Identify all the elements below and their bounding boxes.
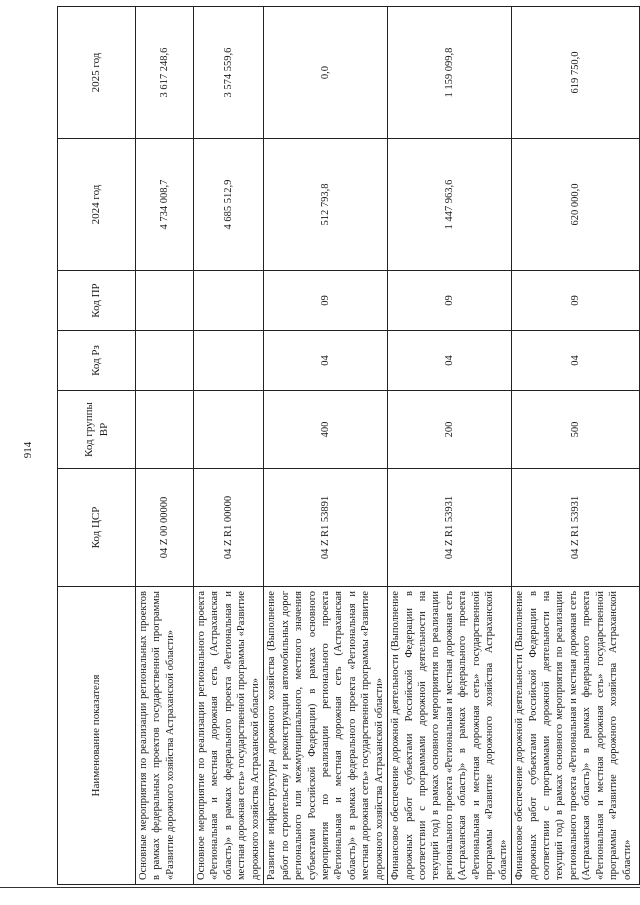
row-csr: 04 Z 00 00000 <box>136 469 194 587</box>
table-row <box>194 7 264 885</box>
header-2024: 2024 год <box>58 139 136 271</box>
table-row <box>264 7 388 885</box>
row-2025: 3 617 248,6 <box>136 7 194 139</box>
row-name: Финансовое обеспечение дорожной деятельности (Выполнение дорожных работ субъектами Российской Федерации в соответствии с программами дорожной деятельности на текущий год) в рамках основного мероприятия по реализации регионального проекта «Региональная и местная дорожная сеть (Астраханская область)» в рамках федерального проекта «Региональная и местная дорожная сеть» государственной программы «Развитие дорожного хозяйства Астраханской области» <box>512 587 640 885</box>
row-pr: 09 <box>388 271 512 331</box>
row-2024: 512 793,8 <box>264 139 388 271</box>
row-name: Развитие инфраструктуры дорожного хозяйства (Выполнение работ по строительству и реконструкции автомобильных дорог регионального или межмуниципального, местного значения субъектами Российской Федерации) в рамках основного мероприятия по реализации регионального проекта «Региональная и местная дорожная сеть (Астраханская область)» в рамках федерального проекта «Региональная и местная дорожная сеть» государственной программы «Развитие дорожного хозяйства Астраханской области» <box>264 587 388 885</box>
row-name: Основное мероприятие по реализации регионального проекта «Региональная и местная дорожная сеть (Астраханская область)» в рамках федерального проекта «Региональная и местная дорожная сеть» государственной программы «Развитие дорожного хозяйства Астраханской области» <box>194 587 264 885</box>
header-name: Наименование показателя <box>58 587 136 885</box>
rotated-table-container <box>57 7 633 885</box>
header-rz: Код Рз <box>58 331 136 391</box>
row-vr: 200 <box>388 391 512 469</box>
row-csr: 04 Z R1 00000 <box>194 469 264 587</box>
row-csr: 04 Z R1 53931 <box>388 469 512 587</box>
row-name: Финансовое обеспечение дорожной деятельности (Выполнение дорожных работ субъектами Российской Федерации в соответствии с программами дорожной деятельности на текущий год) в рамках основного мероприятия по реализации регионального проекта «Региональная и местная дорожная сеть (Астраханская область)» в рамках федерального проекта «Региональная и местная дорожная сеть» государственной программы «Развитие дорожного хозяйства Астраханской области» <box>388 587 512 885</box>
row-pr: 09 <box>264 271 388 331</box>
header-2025: 2025 год <box>58 7 136 139</box>
row-csr: 04 Z R1 53931 <box>512 469 640 587</box>
row-rz: 04 <box>388 331 512 391</box>
row-rz: 04 <box>264 331 388 391</box>
row-vr <box>136 391 194 469</box>
row-2024: 1 447 963,6 <box>388 139 512 271</box>
page-edge-divider <box>0 887 640 888</box>
budget-table <box>57 6 640 885</box>
page-number: 914 <box>22 441 34 459</box>
row-2024: 620 000,0 <box>512 139 640 271</box>
header-pr: Код ПР <box>58 271 136 331</box>
row-2025: 3 574 559,6 <box>194 7 264 139</box>
table-row <box>512 7 640 885</box>
row-vr: 400 <box>264 391 388 469</box>
row-csr: 04 Z R1 53891 <box>264 469 388 587</box>
row-vr: 500 <box>512 391 640 469</box>
table-row <box>388 7 512 885</box>
row-2024: 4 734 008,7 <box>136 139 194 271</box>
row-name: Основные мероприятия по реализации региональных проектов в рамках федеральных проектов государственной программы «Развитие дорожного хозяйства Астраханской области» <box>136 587 194 885</box>
table-row <box>136 7 194 885</box>
header-vr: Код группы ВР <box>58 391 136 469</box>
row-vr <box>194 391 264 469</box>
row-rz <box>136 331 194 391</box>
header-csr: Код ЦСР <box>58 469 136 587</box>
row-2025: 1 159 099,8 <box>388 7 512 139</box>
row-pr <box>194 271 264 331</box>
row-rz <box>194 331 264 391</box>
row-2024: 4 685 512,9 <box>194 139 264 271</box>
row-pr: 09 <box>512 271 640 331</box>
row-2025: 0,0 <box>264 7 388 139</box>
row-2025: 619 750,0 <box>512 7 640 139</box>
table-header-row <box>58 7 136 885</box>
row-rz: 04 <box>512 331 640 391</box>
row-pr <box>136 271 194 331</box>
